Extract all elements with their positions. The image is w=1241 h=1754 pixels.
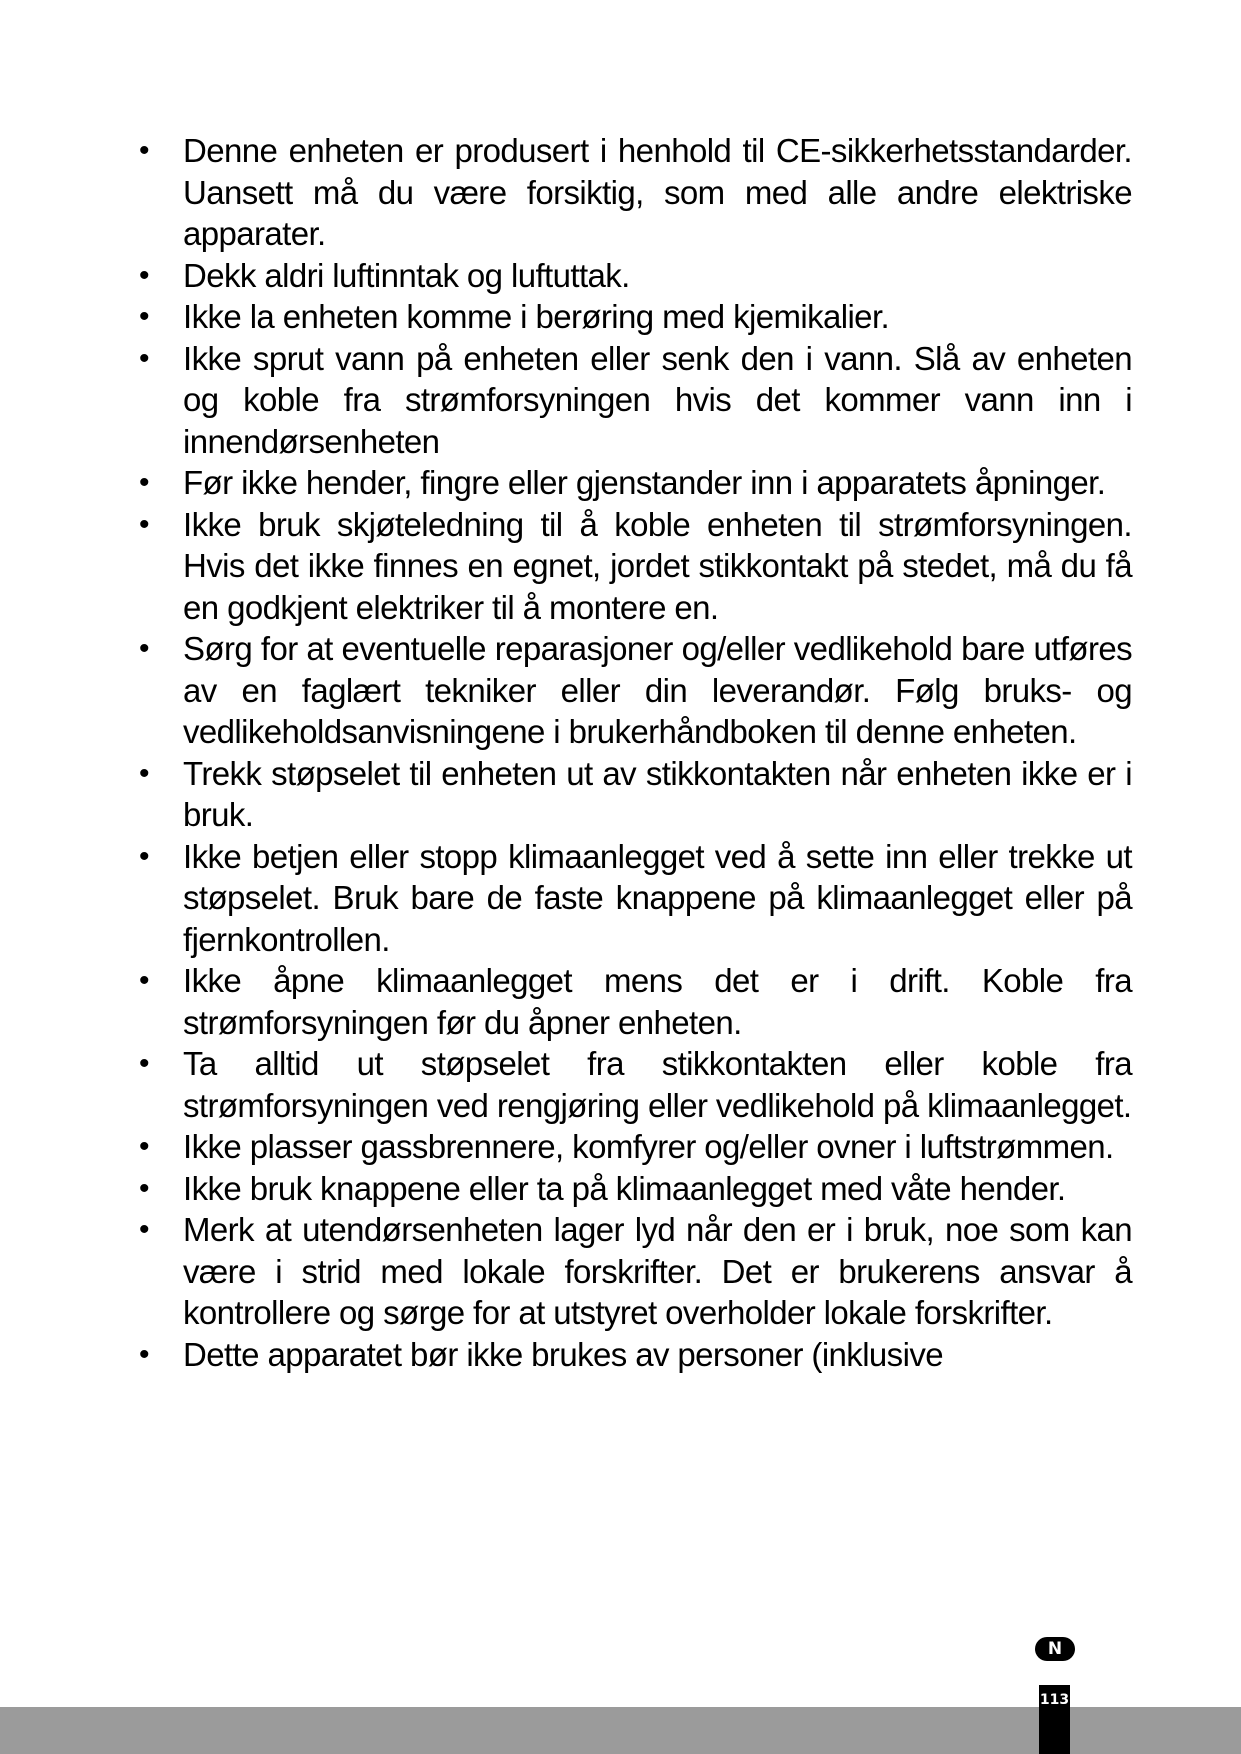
list-item <box>139 753 1132 836</box>
list-item-text: Dekk aldri luftinntak og luftuttak. <box>183 256 630 294</box>
language-badge: N <box>1035 1637 1075 1661</box>
bullet-icon: • <box>139 964 149 997</box>
list-item <box>139 296 1132 338</box>
list-item-text: Denne enheten er produsert i henhold til CE-sikkerhetsstandarder. Uansett må du være forsiktig, som med alle andre elektriske apparater. <box>183 132 1132 252</box>
list-item <box>139 1168 1132 1210</box>
list-item <box>139 960 1132 1043</box>
bullet-icon: • <box>139 466 149 499</box>
page-number: 113 <box>1039 1685 1070 1754</box>
list-item-text: Merk at utendørsenheten lager lyd når den er i bruk, noe som kan være i strid med lokale forskrifter. Det er brukerens ansvar å kontrollere og sørge for at utstyret overholder lokale forskrifter. <box>183 1211 1132 1331</box>
bullet-icon: • <box>139 839 149 873</box>
bullet-icon: • <box>139 1047 149 1080</box>
bullet-icon: • <box>139 341 149 375</box>
list-item-text: Ikke bruk skjøteledning til å koble enheten til strømforsyningen. Hvis det ikke finnes en egnet, jordet stikkontakt på stedet, må du få en godkjent elektriker til å montere en. <box>183 505 1132 626</box>
list-item <box>139 504 1132 629</box>
list-item-text: Sørg for at eventuelle reparasjoner og/eller vedlikehold bare utføres av en faglært tekniker eller din leverandør. Følg bruks- og vedlikeholdsanvisningene i brukerhåndboken til denne enheten. <box>183 630 1132 750</box>
bullet-icon: • <box>139 1337 149 1371</box>
bullet-icon: • <box>139 756 149 790</box>
safety-instructions <box>139 130 1132 1375</box>
list-item <box>139 130 1132 255</box>
bullet-icon: • <box>139 1213 149 1246</box>
list-item <box>139 1043 1132 1126</box>
list-item <box>139 1209 1132 1334</box>
list-item-text: Ikke betjen eller stopp klimaanlegget ved å sette inn eller trekke ut støpselet. Bruk bare de faste knappene på klimaanlegget eller på fjernkontrollen. <box>183 837 1132 958</box>
bullet-icon: • <box>139 507 149 541</box>
list-item <box>139 1126 1132 1168</box>
bullet-list <box>139 130 1132 1375</box>
bullet-icon: • <box>139 300 149 333</box>
bullet-icon: • <box>139 1130 149 1163</box>
list-item <box>139 836 1132 961</box>
list-item-text: Ikke bruk knappene eller ta på klimaanlegget med våte hender. <box>183 1169 1066 1207</box>
list-item <box>139 462 1132 504</box>
list-item <box>139 1334 1132 1376</box>
list-item <box>139 628 1132 753</box>
list-item <box>139 338 1132 463</box>
list-item-text: Ta alltid ut støpselet fra stikkontakten eller koble fra strømforsyningen ved rengjøring eller vedlikehold på klimaanlegget. <box>183 1045 1132 1124</box>
list-item <box>139 255 1132 297</box>
list-item-text: Ikke plasser gassbrennere, komfyrer og/eller ovner i luftstrømmen. <box>183 1128 1114 1165</box>
list-item-text: Ikke la enheten komme i berøring med kjemikalier. <box>183 298 890 335</box>
list-item-text: Dette apparatet bør ikke brukes av personer (inklusive <box>183 1335 943 1373</box>
bullet-icon: • <box>139 632 149 665</box>
list-item-text: Før ikke hender, fingre eller gjenstander inn i apparatets åpninger. <box>183 464 1106 501</box>
list-item-text: Ikke sprut vann på enheten eller senk den i vann. Slå av enheten og koble fra strømforsyningen hvis det kommer vann inn i innendørsenheten <box>183 339 1132 460</box>
bullet-icon: • <box>139 1171 149 1205</box>
bullet-icon: • <box>139 258 149 292</box>
list-item-text: Ikke åpne klimaanlegget mens det er i drift. Koble fra strømforsyningen før du åpner enheten. <box>183 962 1132 1041</box>
list-item-text: Trekk støpselet til enheten ut av stikkontakten når enheten ikke er i bruk. <box>183 754 1132 833</box>
bullet-icon: • <box>139 134 149 167</box>
